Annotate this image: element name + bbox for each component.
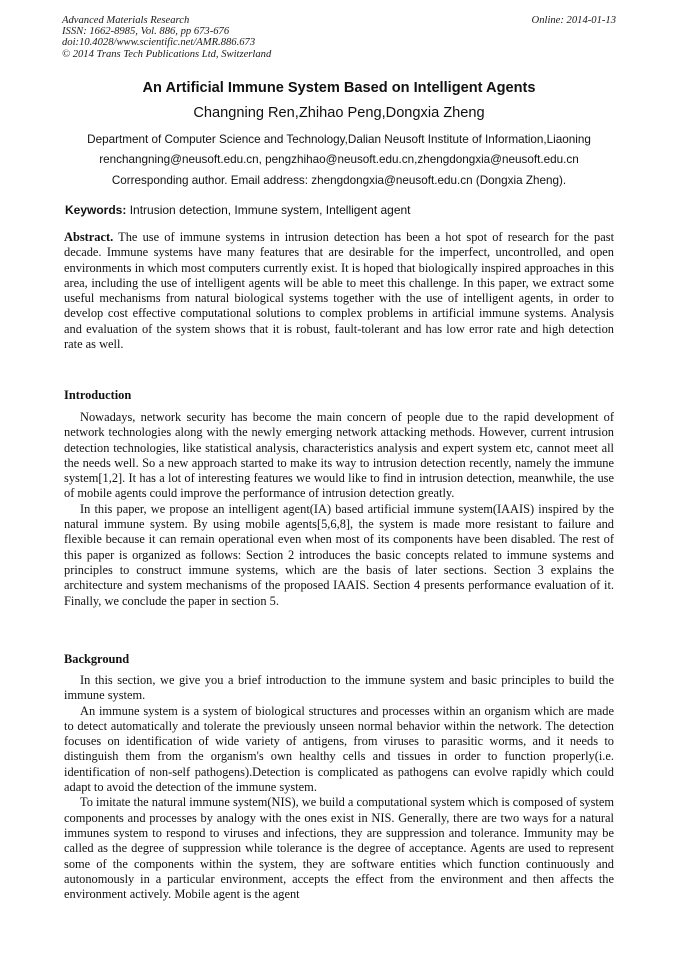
abstract-text: The use of immune systems in intrusion detection has been a hot spot of research for the past decade. Immune systems have many features that are desirable for the imperfect, uncontrolled, and open environments in which most computers currently exist. It is hoped that biologically inspired approaches in this area, including the use of intelligent agents will be able to meet this challenge. In this paper, we extract some useful mechanisms from natural biological systems together with the use of intelligent agents, in order to develop cost effective computational solutions to complex problems in artificial immune systems. Analysis and evaluation of the system shows that it is robust, fault-tolerant and has low error rate and high detection rate as well.	[64, 230, 615, 352]
introduction-body	[64, 410, 614, 609]
journal-header	[62, 15, 616, 60]
keywords-text: Intrusion detection, Immune system, Intelligent agent	[129, 203, 411, 217]
doi-line: doi:10.4028/www.scientific.net/AMR.886.673	[62, 37, 256, 49]
keywords	[65, 203, 625, 217]
paragraph: In this paper, we propose an intelligent agent(IA) based artificial immune system(IAAIS) inspired by the natural immune system. By using mobile agents[5,6,8], the system is made more resistant to failure and flexible because it can remain operational even when most of its components have been disabled. The rest of this paper is organized as follows: Section 2 introduces the basic concepts related to immune systems and principles to construct immune systems, which are the basis of later sections. Section 3 explains the architecture and system mechanisms of the proposed IAAIS. Section 4 presents performance evaluation of it. Finally, we conclude the paper in section 5.	[64, 501, 614, 608]
keywords-label: Keywords:	[65, 203, 127, 217]
background-body	[64, 673, 614, 902]
section-heading-background: Background	[64, 652, 130, 666]
paragraph: In this section, we give you a brief introduction to the immune system and basic principles to build the immune system.	[64, 673, 614, 703]
journal-name: Advanced Materials Research	[62, 15, 190, 26]
author-emails: renchangning@neusoft.edu.cn, pengzhihao@neusoft.edu.cn,zhengdongxia@neusoft.edu.cn	[99, 153, 579, 166]
paragraph: An immune system is a system of biological structures and processes within an organism which are made to detect automatically and tolerate the previously unseen normal behavior within the network. The detection focuses on identification of wide variety of antigens, from viruses to parasitic worms, and it needs to distinguish them from the organism's own healthy cells and tissues in order to function properly(i.e. identification of non-self pathogens).Detection is complicated as pathogens can evolve rapidly which could adapt to avoid the detection of the immune system.	[64, 703, 614, 795]
corresponding-author: Corresponding author. Email address: zhengdongxia@neusoft.edu.cn (Dongxia Zheng).	[111, 174, 567, 187]
online-date: Online: 2014-01-13	[531, 15, 616, 26]
paper-authors: Changning Ren,Zhihao Peng,Dongxia Zheng	[193, 105, 485, 121]
paragraph: To imitate the natural immune system(NIS), we build a computational system which is composed of system components and processes by analogy with the ones exist in NIS. Generally, there are two ways for a natural immunes system to respond to viruses and infections, they are suppression and tolerance. Immunity may be called as the degree of suppression while tolerance is the degree of acceptance. Agents are used to represent some of the components within the system, they are software entities which function continuously and autonomously in a particular environment, accepts the effect from the environment and then affects the environment actively. Mobile agent is the agent	[64, 795, 614, 902]
abstract-label: Abstract.	[64, 230, 114, 244]
paper-title: An Artificial Immune System Based on Intelligent Agents	[142, 80, 536, 96]
abstract	[64, 230, 614, 352]
section-heading-introduction: Introduction	[64, 388, 132, 402]
affiliation: Department of Computer Science and Technology,Dalian Neusoft Institute of Information,Liaoning	[87, 133, 591, 146]
issn-line: ISSN: 1662-8985, Vol. 886, pp 673-676	[62, 26, 230, 38]
paragraph: Nowadays, network security has become the main concern of people due to the rapid development of network technologies along with the newly emerging network attacking methods. However, current intrusion detection technologies, like statistical analysis, characteristics analysis and expert system etc, cannot meet all the needs well. So a new approach started to make its way to intrusion detection recently, namely the immune system[1,2]. It has a lot of interesting features we would like to find in intrusion detection, meanwhile, the use of mobile agents could improve the performance of intrusion detection greatly.	[64, 410, 614, 501]
copyright-line: © 2014 Trans Tech Publications Ltd, Switzerland	[62, 48, 272, 60]
